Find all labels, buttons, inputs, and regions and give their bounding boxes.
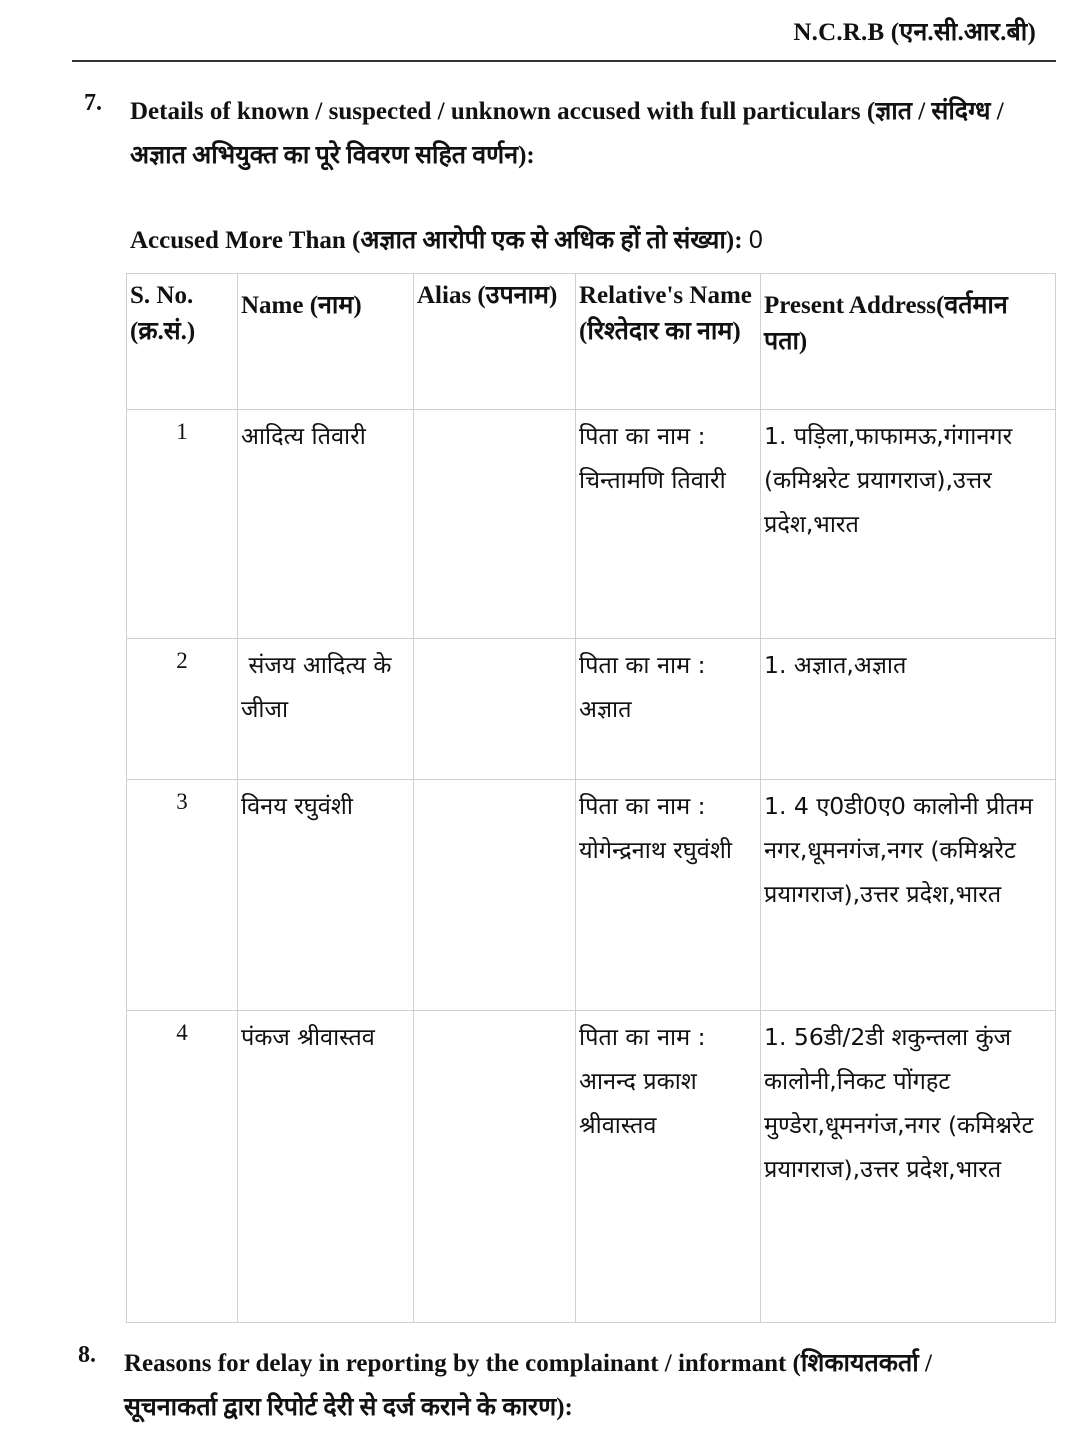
table-row — [127, 410, 1056, 639]
cell-address: 1. 56डी/2डी शकुन्तला कुंज कालोनी,निकट पोंगहट मुण्डेरा,धूमनगंज,नगर (कमिश्नरेट प्रयागराज),उत्तर प्रदेश,भारत — [761, 1011, 1056, 1323]
cell-name: पंकज श्रीवास्तव — [238, 1011, 414, 1323]
cell-relative: पिता का नाम : योगेन्द्रनाथ रघुवंशी — [576, 780, 761, 1011]
cell-name: विनय रघुवंशी — [238, 780, 414, 1011]
table-header-row — [127, 274, 1056, 410]
cell-relative: पिता का नाम : अज्ञात — [576, 639, 761, 780]
cell-name: संजय आदित्य के जीजा — [238, 639, 414, 780]
column-header-address: Present Address(वर्तमान पता) — [761, 274, 1056, 410]
cell-sno: 3 — [127, 780, 238, 1011]
cell-address: 1. 4 ए0डी0ए0 कालोनी प्रीतम नगर,धूमनगंज,नगर (कमिश्नरेट प्रयागराज),उत्तर प्रदेश,भारत — [761, 780, 1056, 1011]
section-8-title: Reasons for delay in reporting by the complainant / informant (शिकायतकर्ता / सूचनाकर्ता द्वारा रिपोर्ट देरी से दर्ज कराने के कारण): — [124, 1350, 932, 1421]
table-row — [127, 780, 1056, 1011]
table-row — [127, 1011, 1056, 1323]
cell-name: आदित्य तिवारी — [238, 410, 414, 639]
section-8-number: 8. — [78, 1342, 96, 1368]
cell-sno: 2 — [127, 639, 238, 780]
accused-more-than — [130, 222, 763, 256]
accused-table — [126, 273, 1056, 1323]
column-header-name: Name (नाम) — [238, 274, 414, 410]
column-header-alias: Alias (उपनाम) — [414, 274, 576, 410]
column-header-sno: S. No. (क्र.सं.) — [127, 274, 238, 410]
section-7-title: Details of known / suspected / unknown accused with full particulars (ज्ञात / संदिग्ध / अज्ञात अभियुक्त का पूरे विवरण सहित वर्णन): — [130, 98, 1004, 169]
cell-relative: पिता का नाम : चिन्तामणि तिवारी — [576, 410, 761, 639]
cell-relative: पिता का नाम : आनन्द प्रकाश श्रीवास्तव — [576, 1011, 761, 1323]
cell-sno: 4 — [127, 1011, 238, 1323]
section-7-number: 7. — [84, 90, 102, 116]
cell-alias — [414, 410, 576, 639]
accused-more-value: 0 — [748, 226, 763, 254]
header-divider — [72, 60, 1056, 62]
column-header-relative: Relative's Name (रिश्तेदार का नाम) — [576, 274, 761, 410]
cell-address: 1. अज्ञात,अज्ञात — [761, 639, 1056, 780]
accused-more-label: Accused More Than (अज्ञात आरोपी एक से अधिक हों तो संख्या): — [130, 227, 743, 254]
cell-alias — [414, 780, 576, 1011]
cell-alias — [414, 639, 576, 780]
cell-alias — [414, 1011, 576, 1323]
header-org: N.C.R.B (एन.सी.आर.बी) — [793, 19, 1036, 46]
cell-sno: 1 — [127, 410, 238, 639]
table-row — [127, 639, 1056, 780]
cell-address: 1. पड़िला,फाफामऊ,गंगानगर (कमिश्नरेट प्रयागराज),उत्तर प्रदेश,भारत — [761, 410, 1056, 639]
